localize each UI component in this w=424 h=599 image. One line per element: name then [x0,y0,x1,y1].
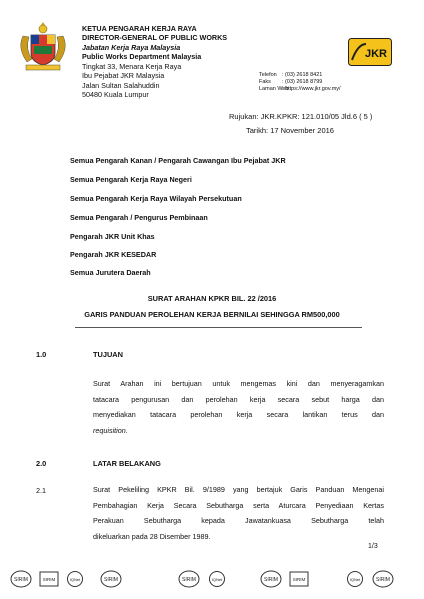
section-heading: LATAR BELAKANG [93,459,161,468]
cert-label: IQNet [349,577,361,582]
recipient-line: Semua Pengarah Kerja Raya Wilayah Persekutuan [70,194,242,203]
date-value: 17 November 2016 [270,126,334,135]
section-number: 2.0 [36,459,47,468]
circular-title: GARIS PANDUAN PEROLEHAN KERJA BERNILAI SEHINGGA RM500,000 [84,310,340,319]
certification-badge-icon [38,570,60,588]
recipient-line: Semua Pengarah Kanan / Pengarah Cawangan Ibu Pejabat JKR [70,156,286,165]
cert-label: SIRIM [264,577,278,583]
reference-date [246,126,334,135]
cert-label: SIRIM [376,577,390,583]
cert-label: IQNet [211,577,223,582]
cert-label: SIRIM [14,577,28,583]
certification-badge-icon [178,570,200,588]
cert-label: SIRIM [182,577,196,583]
certification-badge-icon [260,570,282,588]
recipient-line: Pengarah JKR KESEDAR [70,250,157,259]
certification-badge-icon [206,570,228,588]
address-line: Tingkat 33, Menara Kerja Raya [82,62,182,71]
cert-label: IQNet [69,577,81,582]
header-dept-my: Jabatan Kerja Raya Malaysia [82,43,181,52]
coat-of-arms-logo [14,18,72,74]
certification-footer [0,568,424,599]
telefon-label: Telefon [259,72,277,78]
address-line: 50480 Kuala Lumpur [82,90,149,99]
address-line: Jalan Sultan Salahuddin [82,81,160,90]
certification-badge-icon [100,570,122,588]
jkr-logo-text: JKR [365,48,388,60]
jkr-logo [348,38,392,66]
paragraph-line: menyediakan tatacara perolehan kerja secara lantikan terus dan [93,410,384,419]
paragraph-line: Pembahagian Kerja Secara Sebutharga serta Aturcara Penyediaan Kertas [93,500,384,510]
paragraph-line: Surat Arahan ini bertujuan untuk mengemas kini dan menyeragamkan [93,379,384,388]
certification-badge-icon [344,570,366,588]
faks-value: : (03) 2618 8799 [282,79,323,85]
contact-web [259,86,341,93]
reference-number: Rujukan: JKR.KPKR: 121.010/05 Jld.6 ( 5 ) [229,112,373,121]
recipient-line: Pengarah JKR Unit Khas [70,232,155,241]
telefon-value: : (03) 2618 8421 [282,72,323,78]
header-dept-en: Public Works Department Malaysia [82,52,202,61]
contact-faks [259,79,322,86]
page-number: 1/3 [368,543,378,550]
paragraph-line: dikeluarkan pada 28 Disember 1989. [93,531,211,541]
paragraph-line: tatacara pengurusan dan perolehan kerja secara sebut harga dan [93,394,384,404]
web-value: : https://www.jkr.gov.my/ [282,86,341,92]
paragraph-line: Surat Pekeliling KPKR Bil. 9/1989 yang bertajuk Garis Panduan Mengenai [93,485,384,494]
paragraph-number: 2.1 [36,486,46,495]
date-label: Tarikh: [246,126,269,135]
section-1-paragraph [93,376,384,438]
section-number: 1.0 [36,350,47,359]
recipient-line: Semua Pengarah Kerja Raya Negeri [70,175,192,184]
cert-label: SIRIM [292,577,306,582]
circular-number: SURAT ARAHAN KPKR BIL. 22 /2016 [147,294,277,303]
title-divider [75,327,362,328]
contact-telefon [259,72,322,79]
recipient-line: Semua Jurutera Daerah [70,268,151,277]
web-label: Laman Web [259,86,289,92]
cert-label: SIRIM [42,577,56,582]
header-title-en: DIRECTOR-GENERAL OF PUBLIC WORKS [82,33,228,42]
paragraph-2-1 [93,482,384,544]
section-heading: TUJUAN [93,350,123,359]
faks-label: Faks [259,79,271,85]
certification-badge-icon [288,570,310,588]
header-title-my: KETUA PENGARAH KERJA RAYA [82,24,197,33]
cert-label: SIRIM [104,577,118,583]
paragraph-line: Perakuan Sebutharga kepada Jawatankuasa Sebutharga telah [93,516,384,525]
recipient-line: Semua Pengarah / Pengurus Pembinaan [70,213,208,222]
paragraph-line: requisition. [93,425,128,435]
address-line: Ibu Pejabat JKR Malaysia [82,71,165,80]
certification-badge-icon [372,570,394,588]
certification-badge-icon [64,570,86,588]
certification-badge-icon [10,570,32,588]
